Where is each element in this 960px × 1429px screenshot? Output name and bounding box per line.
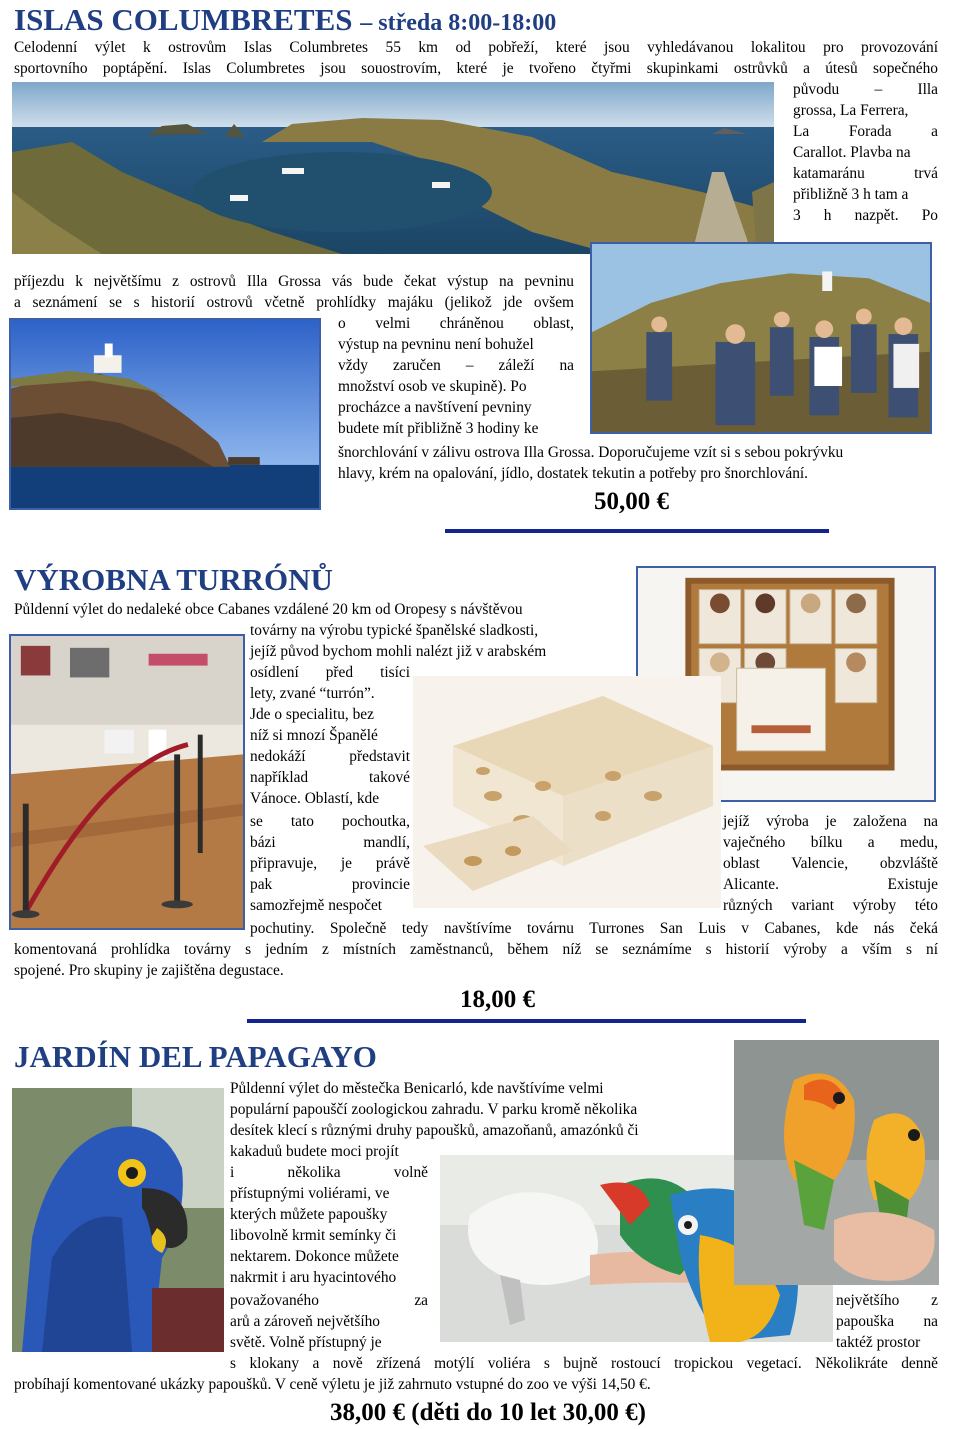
text-line: arů a zároveň největšího bbox=[230, 1313, 380, 1330]
section-title-turron: VÝROBNA TURRÓNŮ bbox=[14, 562, 333, 597]
text-line: papouška na bbox=[836, 1313, 938, 1330]
text-line: níž si mnozí Španělé bbox=[250, 727, 378, 744]
text-line: i několika volně bbox=[230, 1164, 428, 1181]
text-line: bázi mandlí, bbox=[250, 834, 410, 851]
text-line: jejíž původ bychom mohli nalézt již v arabském bbox=[250, 643, 547, 660]
section-title-papagayo: JARDÍN DEL PAPAGAYO bbox=[14, 1039, 377, 1074]
text-line: se tato pochoutka, bbox=[250, 813, 410, 830]
text-line: oblast Valencie, obzvláště bbox=[723, 855, 938, 872]
text-line: probíhají komentované ukázky papoušků. V ceně výletu je již zahrnuto vstupné do zoo ve výši 14,50 €. bbox=[14, 1376, 651, 1393]
text-line: různých variant výroby této bbox=[723, 897, 938, 914]
text-line: La Forada a bbox=[793, 123, 938, 140]
text-line: grossa, La Ferrera, bbox=[793, 102, 909, 119]
text-line: Vánoce. Oblastí, kde bbox=[250, 790, 380, 807]
text-line: továrny na výrobu typické španělské sladkosti, bbox=[250, 622, 539, 639]
text-line: příjezdu k největšímu z ostrovů Illa Grossa vás bude čekat výstup na pevninu bbox=[14, 273, 574, 290]
text-line: Alicante. Existuje bbox=[723, 876, 938, 893]
text-line: budete mít přibližně 3 hodiny ke bbox=[338, 420, 539, 437]
text-line: původu – Illa bbox=[793, 81, 938, 98]
price-child: 30,00 €) bbox=[562, 1399, 646, 1426]
text-line: s klokany a nově zřízená motýlí voliéra s bujně rostoucí tropickou vegetací. Několikráte denně bbox=[230, 1355, 938, 1372]
turron-nougat-photo bbox=[413, 676, 721, 908]
text-line: největšího z bbox=[836, 1292, 938, 1309]
tourist-group-photo bbox=[590, 242, 932, 434]
text-line: osídlení před tisíci bbox=[250, 664, 410, 681]
lighthouse-island-photo bbox=[9, 318, 321, 510]
text-line: populární papouščí zoologickou zahradu. V parku kromě několika bbox=[230, 1101, 638, 1118]
price-child-label: (děti do 10 let bbox=[411, 1399, 557, 1426]
price-adult: 38,00 € bbox=[330, 1399, 405, 1426]
turron-factory-photo bbox=[9, 634, 245, 930]
text-line: vaječného bílku a medu, bbox=[723, 834, 938, 851]
text-line: katamaránu trvá bbox=[793, 165, 938, 182]
text-line: pak provincie bbox=[250, 876, 410, 893]
text-line: sportovního poptápění. Islas Columbretes jsou souostrovím, které je tvořeno čtyřmi skupinkami ostrůvků a útesů sopečného bbox=[14, 60, 938, 77]
text-line: pochutiny. Společně tedy navštívíme továrnu Turrones San Luis v Cabanes, kde nás čeká bbox=[250, 920, 938, 937]
text-line: desítek klecí s různými druhy papoušků, amazoňanů, amazónků či bbox=[230, 1122, 639, 1139]
text-line: například takové bbox=[250, 769, 410, 786]
text-line: šnorchlování v zálivu ostrova Illa Grossa. Doporučujeme vzít si s sebou pokrývku bbox=[338, 444, 844, 461]
text-line: Půldenní výlet do nedaleké obce Cabanes vzdálené 20 km od Oropesy s návštěvou bbox=[14, 601, 523, 618]
text-line: lety, zvané “turrón”. bbox=[250, 685, 375, 702]
text-line: připravuje, je právě bbox=[250, 855, 410, 872]
papagayo-price bbox=[330, 1398, 646, 1428]
text-line: samozřejmě nespočet bbox=[250, 897, 383, 914]
text-line: 3 h nazpět. Po bbox=[793, 207, 938, 224]
text-line: hlavy, krém na opalování, jídlo, dostatek tekutin a potřeby pro šnorchlování. bbox=[338, 465, 809, 482]
text-line: světě. Volně přístupný je bbox=[230, 1334, 382, 1351]
text-line: nakrmit i aru hyacintového bbox=[230, 1269, 397, 1286]
text-line: Půldenní výlet do městečka Benicarló, kde navštívíme velmi bbox=[230, 1080, 604, 1097]
text-line: nedokáží představit bbox=[250, 748, 410, 765]
text-line: přístupnými voliérami, ve bbox=[230, 1185, 390, 1202]
text-line: spojené. Pro skupiny je zajištěna degustace. bbox=[14, 962, 284, 979]
text-line: libovolně krmit semínky či bbox=[230, 1227, 397, 1244]
text-line: výstup na pevninu není bohužel bbox=[338, 336, 534, 353]
hyacinth-macaw-photo bbox=[12, 1088, 224, 1352]
text-line: nektarem. Dokonce můžete bbox=[230, 1248, 399, 1265]
text-line: kakaduů budete moci projít bbox=[230, 1143, 399, 1160]
section-title-islas bbox=[14, 3, 556, 40]
text-line: taktéž prostor bbox=[836, 1334, 921, 1351]
sun-conures-photo bbox=[734, 1040, 939, 1285]
section-divider bbox=[445, 529, 829, 533]
text-line: Jde o specialitu, bez bbox=[250, 706, 374, 723]
text-line: komentovaná prohlídka továrny s jedním z místních zaměstnanců, během níž se seznámíme s historií výroby a vším s ní bbox=[14, 941, 938, 958]
text-line: o velmi chráněnou oblast, bbox=[338, 315, 574, 332]
islas-title: ISLAS COLUMBRETES bbox=[14, 2, 353, 37]
text-line: jejíž výroba je založena na bbox=[723, 813, 938, 830]
columbretes-panorama-photo bbox=[12, 82, 774, 254]
text-line: procházce a navštívení pevniny bbox=[338, 399, 532, 416]
text-line: Celodenní výlet k ostrovům Islas Columbretes 55 km od pobřeží, které jsou vyhledávanou lokalitou pro provozování bbox=[14, 39, 938, 56]
text-line: přibližně 3 h tam a bbox=[793, 186, 909, 203]
text-line: a seznámení se s historií ostrovů včetně prohlídky majáku (jelikož jde ovšem bbox=[14, 294, 574, 311]
text-line: vždy zaručen – záleží na bbox=[338, 357, 574, 374]
section-divider bbox=[247, 1019, 806, 1023]
turron-price: 18,00 € bbox=[460, 986, 535, 1013]
islas-price: 50,00 € bbox=[594, 488, 669, 515]
text-line: množství osob ve skupině). Po bbox=[338, 378, 527, 395]
text-line: Carallot. Plavba na bbox=[793, 144, 911, 161]
text-line: považovaného za bbox=[230, 1292, 428, 1309]
islas-subtitle: – středa 8:00-18:00 bbox=[360, 10, 557, 36]
text-line: kterých můžete papoušky bbox=[230, 1206, 388, 1223]
